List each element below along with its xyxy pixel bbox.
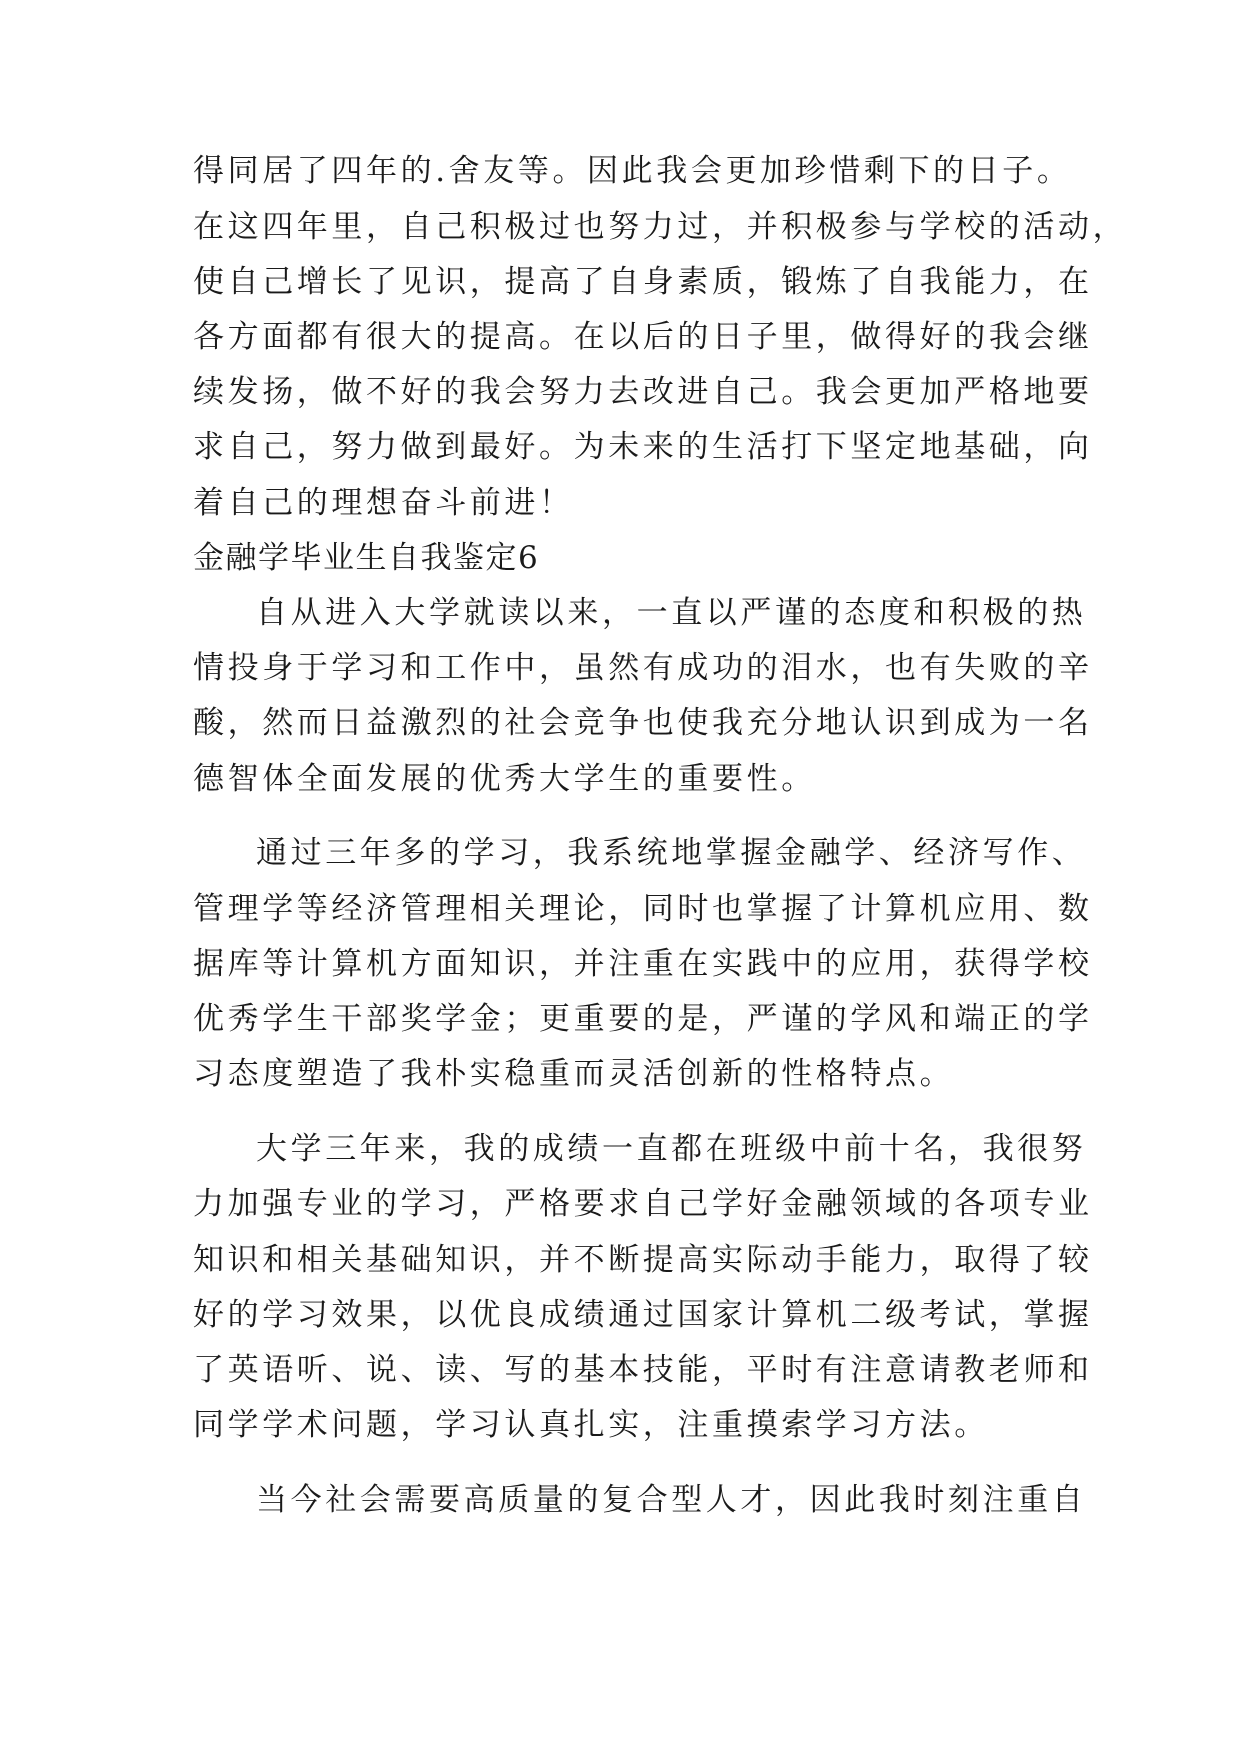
text-line: 在这四年里，自己积极过也努力过，并积极参与学校的活动， <box>193 209 1128 245</box>
paragraph-line: 好的学习效果，以优良成绩通过国家计算机二级考试，掌握 <box>193 1297 1093 1333</box>
paragraph-line: 优秀学生干部奖学金；更重要的是，严谨的学风和端正的学 <box>193 1001 1093 1037</box>
paragraph-line: 力加强专业的学习，严格要求自己学好金融领域的各项专业 <box>193 1186 1093 1222</box>
paragraph-line: 德智体全面发展的优秀大学生的重要性。 <box>193 761 816 797</box>
text-line: 得同居了四年的.舍友等。因此我会更加珍惜剩下的日子。 <box>193 153 1072 189</box>
paragraph-line: 管理学等经济管理相关理论，同时也掌握了计算机应用、数 <box>193 891 1093 927</box>
paragraph-line: 知识和相关基础知识，并不断提高实际动手能力，取得了较 <box>193 1242 1093 1278</box>
text-line: 着自己的理想奋斗前进！ <box>193 485 574 521</box>
paragraph-line: 自从进入大学就读以来，一直以严谨的态度和积极的热 <box>256 595 1087 631</box>
paragraph-line: 大学三年来，我的成绩一直都在班级中前十名，我很努 <box>256 1131 1087 1167</box>
paragraph-line: 情投身于学习和工作中，虽然有成功的泪水，也有失败的辛 <box>193 650 1093 686</box>
paragraph-line: 当今社会需要高质量的复合型人才，因此我时刻注重自 <box>256 1482 1087 1518</box>
paragraph-line: 同学学术问题，学习认真扎实，注重摸索学习方法。 <box>193 1407 989 1443</box>
paragraph-line: 酸，然而日益激烈的社会竞争也使我充分地认识到成为一名 <box>193 705 1093 741</box>
text-line: 求自己，努力做到最好。为未来的生活打下坚定地基础，向 <box>193 429 1093 465</box>
section-title: 金融学毕业生自我鉴定6 <box>193 540 540 576</box>
text-line: 使自己增长了见识，提高了自身素质，锻炼了自我能力，在 <box>193 264 1093 300</box>
text-line: 各方面都有很大的提高。在以后的日子里，做得好的我会继 <box>193 319 1093 355</box>
paragraph-line: 据库等计算机方面知识，并注重在实践中的应用，获得学校 <box>193 946 1093 982</box>
paragraph-line: 习态度塑造了我朴实稳重而灵活创新的性格特点。 <box>193 1056 955 1092</box>
paragraph-line: 了英语听、说、读、写的基本技能，平时有注意请教老师和 <box>193 1352 1093 1388</box>
text-line: 续发扬，做不好的我会努力去改进自己。我会更加严格地要 <box>193 374 1093 410</box>
paragraph-line: 通过三年多的学习，我系统地掌握金融学、经济写作、 <box>256 835 1087 871</box>
